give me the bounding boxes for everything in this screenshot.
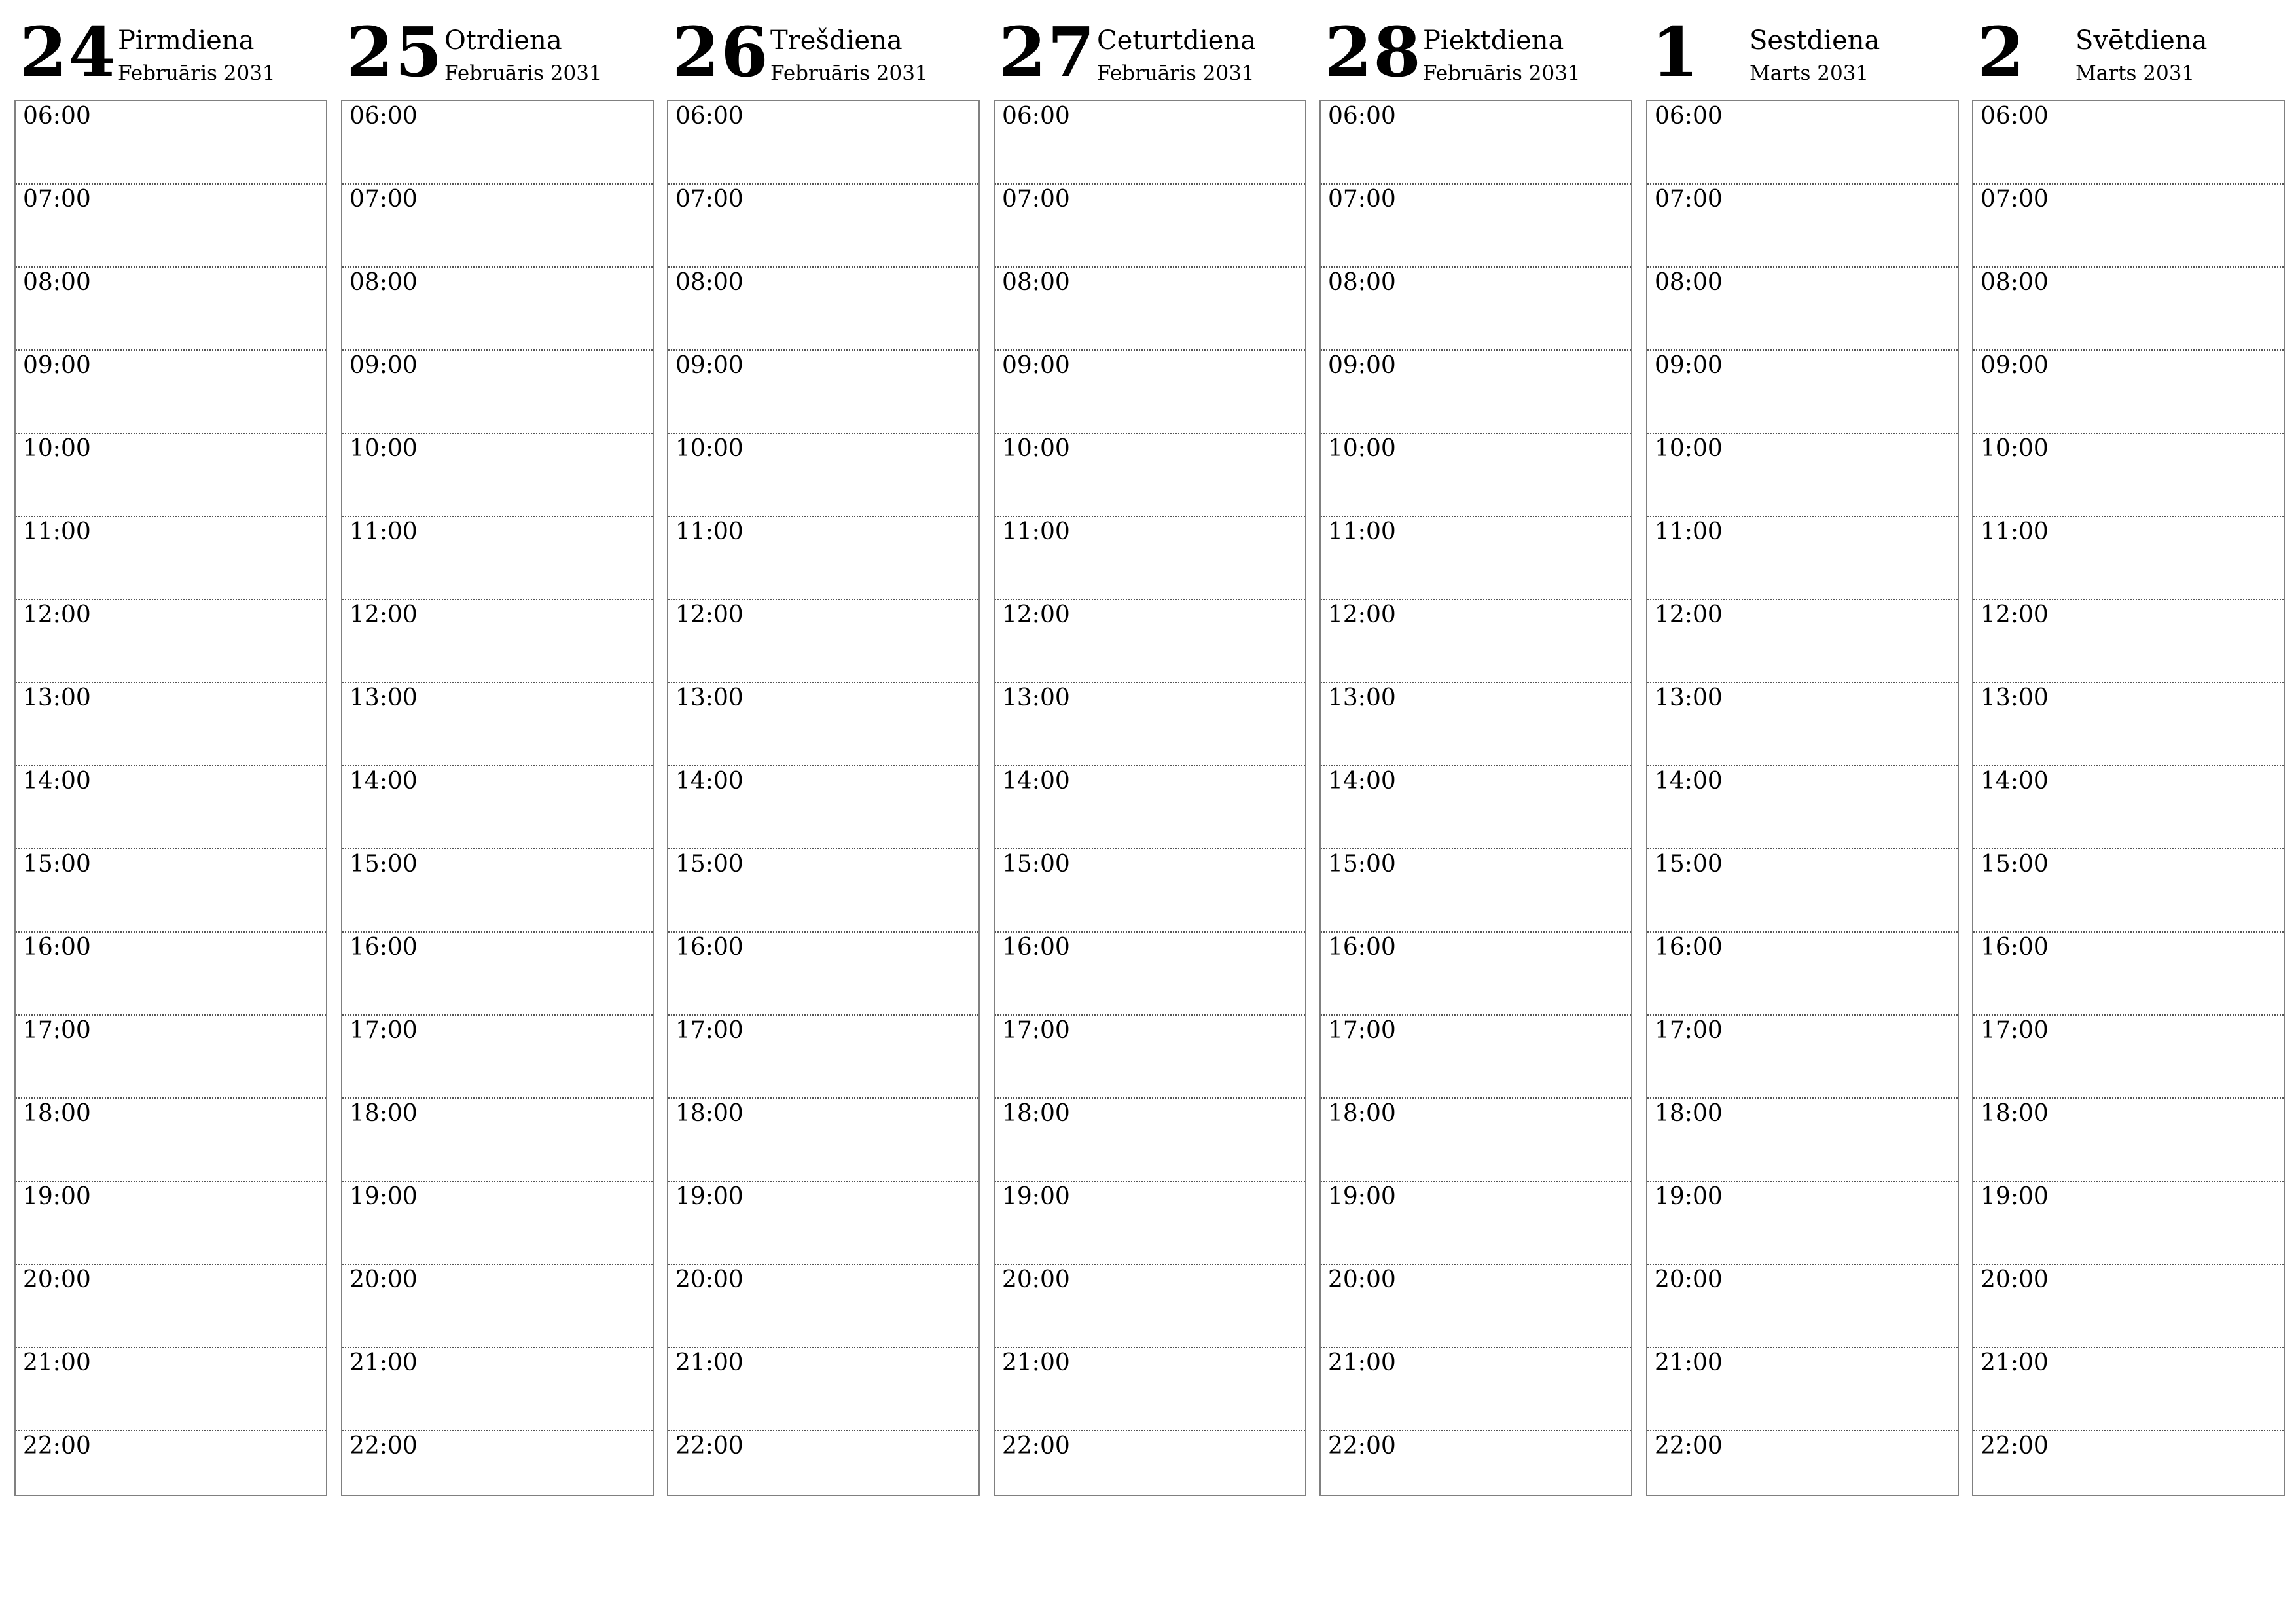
hour-slot[interactable] (1321, 268, 1631, 351)
hour-label: 06:00 (1002, 103, 1070, 130)
hour-label: 11:00 (1328, 518, 1396, 545)
hour-label: 16:00 (350, 934, 418, 961)
hour-slot[interactable] (16, 766, 326, 849)
hour-label: 08:00 (1002, 269, 1070, 296)
hour-slot[interactable] (668, 849, 978, 933)
hour-slot[interactable] (1973, 1016, 2284, 1099)
hour-slot[interactable] (995, 185, 1305, 268)
hour-label: 08:00 (1981, 269, 2049, 296)
hour-label: 22:00 (1328, 1433, 1396, 1459)
day-header (1646, 0, 1959, 100)
weekday-name: Sestdiena (1749, 26, 1880, 56)
hour-slot[interactable] (995, 1348, 1305, 1431)
hour-slot[interactable] (342, 351, 653, 434)
hour-slot[interactable] (342, 101, 653, 185)
hour-slot[interactable] (995, 1016, 1305, 1099)
hour-slot[interactable] (16, 600, 326, 683)
hour-slot[interactable] (1647, 185, 1958, 268)
hour-label: 07:00 (675, 186, 744, 213)
hour-label: 07:00 (1981, 186, 2049, 213)
day-header (1319, 0, 1632, 100)
hour-slot[interactable] (1973, 766, 2284, 849)
hour-slot[interactable] (995, 101, 1305, 185)
hour-slot[interactable] (1973, 185, 2284, 268)
hour-slot[interactable] (668, 1182, 978, 1265)
hour-slot[interactable] (1973, 600, 2284, 683)
hour-label: 15:00 (1655, 851, 1723, 878)
day-header (1972, 0, 2285, 100)
hour-label: 10:00 (350, 435, 418, 462)
hour-slot[interactable] (1973, 351, 2284, 434)
hour-label: 10:00 (1328, 435, 1396, 462)
hour-slot[interactable] (668, 1099, 978, 1182)
hour-slot[interactable] (668, 268, 978, 351)
hour-label: 14:00 (1002, 768, 1070, 794)
hour-label: 21:00 (1328, 1349, 1396, 1376)
hour-slot[interactable] (1321, 1348, 1631, 1431)
hour-label: 19:00 (1328, 1183, 1396, 1210)
hour-label: 11:00 (675, 518, 744, 545)
hour-slot[interactable] (1647, 1016, 1958, 1099)
month-year: Marts 2031 (2075, 62, 2195, 85)
hour-slot[interactable] (16, 849, 326, 933)
hour-slot[interactable] (1321, 600, 1631, 683)
hour-slot[interactable] (1321, 1431, 1631, 1513)
hour-label: 21:00 (1981, 1349, 2049, 1376)
month-year: Februāris 2031 (770, 62, 928, 85)
hour-slot[interactable] (1973, 1182, 2284, 1265)
hour-label: 14:00 (350, 768, 418, 794)
hour-label: 10:00 (675, 435, 744, 462)
hour-label: 14:00 (1981, 768, 2049, 794)
hour-slot[interactable] (1647, 268, 1958, 351)
hour-label: 10:00 (1655, 435, 1723, 462)
day-schedule-box (341, 100, 654, 1496)
hour-label: 16:00 (1002, 934, 1070, 961)
month-year: Februāris 2031 (1423, 62, 1581, 85)
hour-label: 08:00 (675, 269, 744, 296)
hour-label: 15:00 (1002, 851, 1070, 878)
hour-slot[interactable] (16, 1182, 326, 1265)
hour-slot[interactable] (1973, 683, 2284, 766)
hour-slot[interactable] (1973, 933, 2284, 1016)
hour-slot[interactable] (995, 1431, 1305, 1513)
hour-slot[interactable] (1647, 351, 1958, 434)
hour-label: 09:00 (1655, 352, 1723, 379)
hour-label: 12:00 (1981, 601, 2049, 628)
hour-slot[interactable] (668, 1265, 978, 1348)
hour-label: 18:00 (1328, 1100, 1396, 1127)
hour-slot[interactable] (1647, 1265, 1958, 1348)
hour-slot[interactable] (995, 517, 1305, 600)
hour-label: 14:00 (1655, 768, 1723, 794)
hour-slot[interactable] (342, 766, 653, 849)
day-column (14, 0, 327, 1459)
hour-slot[interactable] (1321, 683, 1631, 766)
hour-label: 18:00 (23, 1100, 91, 1127)
hour-slot[interactable] (342, 268, 653, 351)
hour-slot[interactable] (1647, 1348, 1958, 1431)
hour-slot[interactable] (342, 1431, 653, 1513)
hour-label: 07:00 (1655, 186, 1723, 213)
day-header (341, 0, 654, 100)
hour-label: 22:00 (675, 1433, 744, 1459)
hour-label: 20:00 (23, 1266, 91, 1293)
hour-label: 18:00 (350, 1100, 418, 1127)
hour-label: 11:00 (1981, 518, 2049, 545)
hour-label: 08:00 (350, 269, 418, 296)
weekday-name: Pirmdiena (118, 26, 255, 56)
hour-label: 12:00 (23, 601, 91, 628)
hour-label: 17:00 (1981, 1017, 2049, 1044)
hour-slot[interactable] (668, 933, 978, 1016)
hour-label: 18:00 (675, 1100, 744, 1127)
hour-slot[interactable] (1647, 849, 1958, 933)
hour-slot[interactable] (16, 101, 326, 185)
hour-label: 18:00 (1981, 1100, 2049, 1127)
hour-label: 17:00 (675, 1017, 744, 1044)
hour-label: 21:00 (23, 1349, 91, 1376)
hour-slot[interactable] (342, 1016, 653, 1099)
hour-slot[interactable] (995, 351, 1305, 434)
hour-label: 06:00 (675, 103, 744, 130)
hour-label: 19:00 (1655, 1183, 1723, 1210)
hour-slot[interactable] (995, 933, 1305, 1016)
hour-slot[interactable] (342, 1182, 653, 1265)
day-schedule-box (994, 100, 1306, 1496)
hour-label: 21:00 (675, 1349, 744, 1376)
hour-label: 21:00 (1002, 1349, 1070, 1376)
hour-slot[interactable] (668, 517, 978, 600)
hour-slot[interactable] (1321, 351, 1631, 434)
hour-label: 18:00 (1002, 1100, 1070, 1127)
hour-slot[interactable] (995, 1265, 1305, 1348)
hour-label: 19:00 (1002, 1183, 1070, 1210)
weekday-name: Otrdiena (444, 26, 562, 56)
hour-label: 14:00 (23, 768, 91, 794)
hour-label: 14:00 (1328, 768, 1396, 794)
hour-slot[interactable] (1321, 933, 1631, 1016)
hour-slot[interactable] (668, 600, 978, 683)
day-header (14, 0, 327, 100)
hour-label: 20:00 (1328, 1266, 1396, 1293)
hour-slot[interactable] (16, 1431, 326, 1513)
hour-slot[interactable] (1973, 1099, 2284, 1182)
hour-slot[interactable] (668, 1348, 978, 1431)
hour-slot[interactable] (668, 101, 978, 185)
hour-label: 15:00 (1328, 851, 1396, 878)
hour-label: 06:00 (23, 103, 91, 130)
hour-label: 07:00 (1002, 186, 1070, 213)
hour-label: 12:00 (1328, 601, 1396, 628)
hour-slot[interactable] (1647, 600, 1958, 683)
hour-label: 17:00 (23, 1017, 91, 1044)
hour-label: 19:00 (350, 1183, 418, 1210)
hour-label: 11:00 (350, 518, 418, 545)
day-number: 24 (20, 12, 117, 92)
month-year: Februāris 2031 (1097, 62, 1255, 85)
hour-label: 19:00 (1981, 1183, 2049, 1210)
hour-label: 17:00 (1328, 1017, 1396, 1044)
hour-slot[interactable] (1321, 1265, 1631, 1348)
hour-label: 13:00 (1981, 685, 2049, 711)
hour-label: 06:00 (1328, 103, 1396, 130)
hour-label: 15:00 (23, 851, 91, 878)
day-number: 1 (1651, 12, 1700, 92)
hour-slot[interactable] (16, 683, 326, 766)
hour-slot[interactable] (1647, 1099, 1958, 1182)
hour-label: 13:00 (1655, 685, 1723, 711)
hour-label: 17:00 (350, 1017, 418, 1044)
hour-label: 07:00 (23, 186, 91, 213)
hour-slot[interactable] (995, 683, 1305, 766)
weekday-name: Piektdiena (1423, 26, 1564, 56)
hour-slot[interactable] (995, 600, 1305, 683)
month-year: Februāris 2031 (444, 62, 602, 85)
hour-label: 11:00 (1655, 518, 1723, 545)
hour-slot[interactable] (1973, 434, 2284, 517)
hour-label: 19:00 (23, 1183, 91, 1210)
hour-slot[interactable] (1973, 101, 2284, 185)
hour-slot[interactable] (995, 849, 1305, 933)
hour-slot[interactable] (342, 849, 653, 933)
hour-slot[interactable] (1647, 1182, 1958, 1265)
hour-slot[interactable] (1321, 517, 1631, 600)
hour-slot[interactable] (1647, 766, 1958, 849)
day-header (994, 0, 1306, 100)
hour-slot[interactable] (16, 1099, 326, 1182)
hour-slot[interactable] (1973, 849, 2284, 933)
hour-label: 07:00 (1328, 186, 1396, 213)
hour-label: 09:00 (1981, 352, 2049, 379)
hour-slot[interactable] (668, 434, 978, 517)
hour-label: 12:00 (675, 601, 744, 628)
hour-slot[interactable] (1973, 1265, 2284, 1348)
hour-label: 08:00 (23, 269, 91, 296)
hour-label: 12:00 (350, 601, 418, 628)
hour-slot[interactable] (668, 1431, 978, 1513)
hour-slot[interactable] (16, 1348, 326, 1431)
hour-slot[interactable] (1321, 1016, 1631, 1099)
hour-slot[interactable] (16, 933, 326, 1016)
hour-slot[interactable] (668, 766, 978, 849)
hour-label: 10:00 (1981, 435, 2049, 462)
hour-label: 09:00 (350, 352, 418, 379)
day-column (1646, 0, 1959, 1459)
hour-slot[interactable] (342, 1348, 653, 1431)
hour-label: 15:00 (675, 851, 744, 878)
hour-label: 18:00 (1655, 1100, 1723, 1127)
hour-slot[interactable] (1973, 1431, 2284, 1513)
hour-slot[interactable] (1647, 517, 1958, 600)
hour-label: 20:00 (1981, 1266, 2049, 1293)
hour-slot[interactable] (1321, 766, 1631, 849)
hour-label: 22:00 (23, 1433, 91, 1459)
hour-label: 10:00 (23, 435, 91, 462)
hour-label: 14:00 (675, 768, 744, 794)
hour-slot[interactable] (995, 1099, 1305, 1182)
day-schedule-box (1972, 100, 2285, 1496)
hour-label: 16:00 (1328, 934, 1396, 961)
day-number: 28 (1325, 12, 1422, 92)
hour-label: 12:00 (1655, 601, 1723, 628)
hour-label: 09:00 (23, 352, 91, 379)
hour-label: 21:00 (350, 1349, 418, 1376)
hour-label: 16:00 (675, 934, 744, 961)
hour-label: 15:00 (350, 851, 418, 878)
hour-slot[interactable] (1321, 849, 1631, 933)
hour-slot[interactable] (342, 1265, 653, 1348)
hour-slot[interactable] (1321, 1099, 1631, 1182)
hour-label: 06:00 (350, 103, 418, 130)
day-schedule-box (1319, 100, 1632, 1496)
hour-slot[interactable] (1321, 101, 1631, 185)
hour-label: 06:00 (1655, 103, 1723, 130)
hour-slot[interactable] (1321, 1182, 1631, 1265)
hour-label: 16:00 (1981, 934, 2049, 961)
hour-label: 22:00 (1002, 1433, 1070, 1459)
hour-label: 13:00 (675, 685, 744, 711)
hour-label: 16:00 (1655, 934, 1723, 961)
day-column (1972, 0, 2285, 1459)
hour-label: 06:00 (1981, 103, 2049, 130)
hour-label: 17:00 (1002, 1017, 1070, 1044)
hour-slot[interactable] (1647, 683, 1958, 766)
hour-slot[interactable] (16, 434, 326, 517)
day-schedule-box (14, 100, 327, 1496)
hour-slot[interactable] (342, 933, 653, 1016)
day-schedule-box (1646, 100, 1959, 1496)
hour-label: 17:00 (1655, 1017, 1723, 1044)
hour-slot[interactable] (995, 268, 1305, 351)
weekday-name: Trešdiena (770, 26, 903, 56)
hour-label: 22:00 (1981, 1433, 2049, 1459)
hour-label: 13:00 (1002, 685, 1070, 711)
day-number: 26 (672, 12, 770, 92)
day-schedule-box (667, 100, 980, 1496)
hour-label: 20:00 (1655, 1266, 1723, 1293)
hour-label: 20:00 (1002, 1266, 1070, 1293)
hour-label: 09:00 (675, 352, 744, 379)
hour-label: 13:00 (23, 685, 91, 711)
hour-label: 22:00 (1655, 1433, 1723, 1459)
hour-label: 20:00 (350, 1266, 418, 1293)
hour-label: 15:00 (1981, 851, 2049, 878)
hour-slot[interactable] (668, 1016, 978, 1099)
hour-label: 09:00 (1002, 352, 1070, 379)
hour-slot[interactable] (16, 517, 326, 600)
hour-slot[interactable] (1647, 1431, 1958, 1513)
hour-label: 07:00 (350, 186, 418, 213)
month-year: Februāris 2031 (118, 62, 276, 85)
month-year: Marts 2031 (1749, 62, 1869, 85)
hour-label: 13:00 (1328, 685, 1396, 711)
hour-slot[interactable] (1973, 268, 2284, 351)
hour-label: 11:00 (1002, 518, 1070, 545)
hour-label: 09:00 (1328, 352, 1396, 379)
hour-slot[interactable] (1973, 1348, 2284, 1431)
hour-label: 12:00 (1002, 601, 1070, 628)
hour-slot[interactable] (16, 185, 326, 268)
hour-label: 19:00 (675, 1183, 744, 1210)
hour-slot[interactable] (1973, 517, 2284, 600)
hour-label: 22:00 (350, 1433, 418, 1459)
hour-slot[interactable] (1321, 185, 1631, 268)
hour-label: 08:00 (1328, 269, 1396, 296)
day-number: 25 (346, 12, 444, 92)
day-column (1319, 0, 1632, 1459)
hour-slot[interactable] (995, 766, 1305, 849)
hour-label: 11:00 (23, 518, 91, 545)
hour-label: 08:00 (1655, 269, 1723, 296)
hour-slot[interactable] (16, 268, 326, 351)
hour-slot[interactable] (16, 1016, 326, 1099)
hour-slot[interactable] (342, 185, 653, 268)
day-number: 27 (999, 12, 1096, 92)
day-header (667, 0, 980, 100)
weekday-name: Ceturtdiena (1097, 26, 1256, 56)
hour-slot[interactable] (342, 1099, 653, 1182)
hour-slot[interactable] (16, 351, 326, 434)
hour-label: 10:00 (1002, 435, 1070, 462)
hour-slot[interactable] (995, 434, 1305, 517)
hour-slot[interactable] (1647, 434, 1958, 517)
hour-slot[interactable] (668, 351, 978, 434)
hour-slot[interactable] (1321, 434, 1631, 517)
hour-slot[interactable] (342, 517, 653, 600)
hour-slot[interactable] (1647, 101, 1958, 185)
hour-slot[interactable] (342, 683, 653, 766)
day-column (994, 0, 1306, 1459)
hour-slot[interactable] (1647, 933, 1958, 1016)
day-column (667, 0, 980, 1459)
hour-slot[interactable] (342, 600, 653, 683)
weekday-name: Svētdiena (2075, 26, 2208, 56)
hour-slot[interactable] (668, 185, 978, 268)
hour-slot[interactable] (342, 434, 653, 517)
hour-slot[interactable] (668, 683, 978, 766)
hour-label: 20:00 (675, 1266, 744, 1293)
day-number: 2 (1977, 12, 2026, 92)
hour-label: 13:00 (350, 685, 418, 711)
day-column (341, 0, 654, 1459)
hour-label: 16:00 (23, 934, 91, 961)
hour-label: 21:00 (1655, 1349, 1723, 1376)
hour-slot[interactable] (16, 1265, 326, 1348)
hour-slot[interactable] (995, 1182, 1305, 1265)
